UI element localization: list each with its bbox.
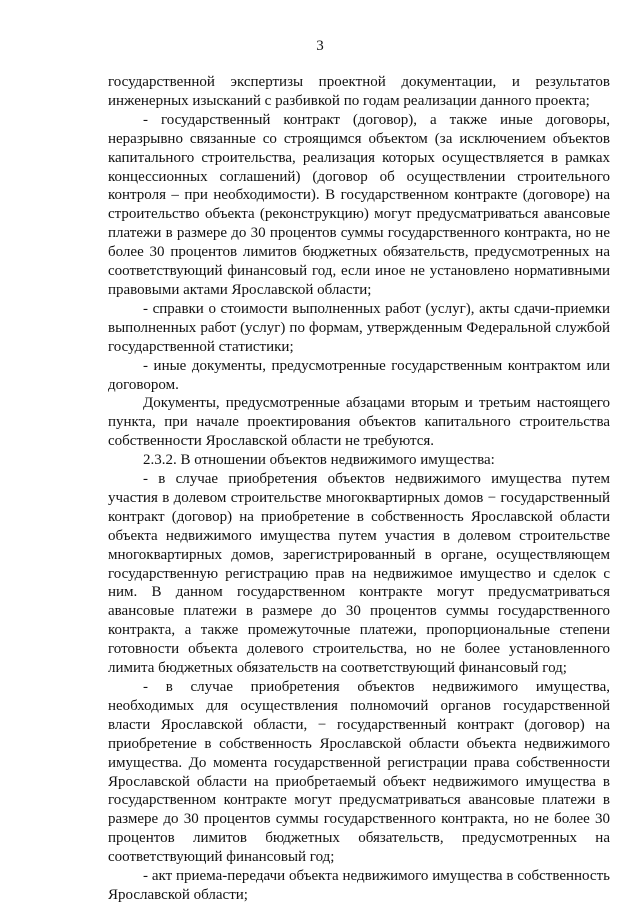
paragraph: Документы, предусмотренные абзацами вторым и третьим настоящего пункта, при начале проектирования объектов капитального строительства собственности Ярославской области не требуются. [108, 395, 610, 450]
document-body [108, 73, 610, 905]
paragraph: 2.3.2. В отношении объектов недвижимого имущества: [143, 452, 495, 469]
paragraph: - в случае приобретения объектов недвижимого имущества путем участия в долевом строительстве многоквартирных домов − государственный контракт (договор) на приобретение в собственность Ярославской области объекта недвижимого имущества путем участия в долевом строительстве многоквартирных домов, зарегистрированный в органе, осуществляющем государственную регистрацию прав на недвижимое имущество и сделок с ним. В данном государственном контракте могут предусматриваться авансовые платежи в размере до 30 процентов суммы государственного контракта, а также промежуточные платежи, пропорциональные степени готовности объекта долевого строительства, но не более установленного лимита бюджетных обязательств на соответствующий финансовый год; [108, 471, 610, 677]
paragraph: - в случае приобретения объектов недвижимого имущества, необходимых для осуществления полномочий органов государственной власти Ярославской области, − государственный контракт (договор) на приобретение в собственность Ярославской области объекта недвижимого имущества. До момента государственной регистрации права собственности Ярославской области на приобретаемый объект недвижимого имущества в государственном контракте могут предусматриваться авансовые платежи в размере до 30 процентов суммы государственного контракта, но не более 30 процентов лимитов бюджетных обязательств, предусмотренных на соответствующий финансовый год; [108, 679, 610, 866]
paragraph: - акт приема-передачи объекта недвижимого имущества в собственность Ярославской области; [108, 868, 610, 903]
paragraph: - иные документы, предусмотренные государственным контрактом или договором. [108, 357, 610, 393]
paragraph: государственной экспертизы проектной документации, и результатов инженерных изысканий с разбивкой по годам реализации данного проекта; [108, 74, 610, 109]
paragraph: - государственный контракт (договор), а также иные договоры, неразрывно связанные со строящимся объектом (за исключением объектов капитального строительства, реализация которых осуществляется в рамках концессионных соглашений) (договор об осуществлении строительного контроля – при необходимости). В государственном контракте (договоре) на строительство объекта (реконструкцию) могут предусматриваться авансовые платежи в размере до 30 процентов суммы государственного контракта, но не более 30 процентов лимитов бюджетных обязательств, предусмотренных на соответствующий финансовый год, если иное не установлено нормативными правовыми актами Ярославской области; [108, 111, 610, 298]
paragraph: - справки о стоимости выполненных работ (услуг), акты сдачи-приемки выполненных работ (услуг) по формам, утвержденным Федеральной службой государственной статистики; [108, 300, 610, 355]
page-number: 3 [316, 38, 324, 54]
